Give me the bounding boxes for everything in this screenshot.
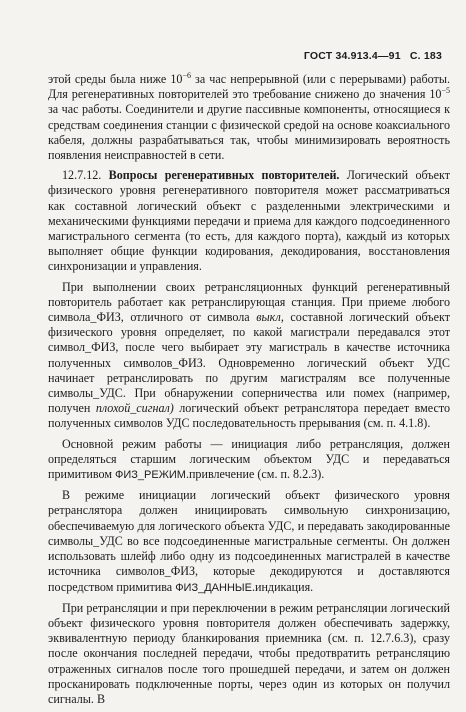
page-header [298, 50, 442, 62]
paragraph-1-text-a: этой среды была ниже 10 [48, 72, 183, 86]
paragraph-6: При ретрансляции и при переключении в режим ретрансляции логический объект физического уровня повторителя должен обеспечивать задержку, эквивалентную периоду бланкирования приемника (см. п. 12.7.6.3), сразу после окончания последней передачи, чтобы предотвратить ретрансляцию отраженных сигналов после того прошедшей передачи, и затем он должен просканировать подключенные порты, через один из которых он получил сигналы. В [48, 600, 450, 706]
page-number: С. 183 [409, 50, 442, 62]
paragraph-1-text-c: за час работы. Соединители и другие пассивные компоненты, относящиеся к средствам соединения станции с физической средой на основе коаксиального кабеля, должны разрабатываться так, чтобы минимизировать вероятность появления неисправностей в сети. [48, 102, 450, 163]
paragraph-5-text-a: В режиме инициации логический объект физического уровня ретранслятора должен инициировать символьную синхронизацию, обеспечиваемую для логического объекта УДС, и передавать закодированные символы_УДС во все подсоединенные магистральные сегменты. Он должен использовать шлейф либо одну из подсоединенных магистралей в качестве источника символов_ФИЗ, которые декодируются и доставляются посредством примитива [48, 488, 450, 594]
paragraph-2-text: Логический объект физического уровня регенеративного повторителя может рассматриваться как составной логический объект с разделенными электрическими и механическими функциями передачи и приема для каждого подсоединенного магистрального сегмента (то есть, для каждого порта), каждый из которых выполняет общие функции кодирования, декодирования, восстановления синхронизации и управления. [48, 168, 451, 274]
section-number: 12.7.12. [62, 168, 109, 183]
paragraph-3-text-b: составной логический объект физического уровня определяет, по какой магистрали передавался этот символ_ФИЗ, после чего выбирает эту магистраль в качестве источника полученных символов_ФИЗ. Одновременно логический объект УДС начинает ретранслировать по другим магистралям все полученные символы_УДС. При обнаружении соперничества или помех (например, получен [48, 310, 450, 416]
paragraph-2 [48, 168, 450, 274]
paragraph-3-text-c: логический объект ретранслятора передает вместо полученных символов УДС последовательность прерывания (см. п. 4.1.8). [48, 401, 450, 431]
paragraph-1-text-b: за час непрерывной (или с перерывами) работы. Для регенеративных повторителей это требование снижено до значения 10 [48, 72, 450, 102]
paragraph-3 [48, 280, 450, 432]
italic-term: выкл, [256, 310, 284, 325]
document-body [48, 72, 450, 712]
exponent: −6 [182, 70, 191, 80]
paragraph-5 [48, 488, 450, 595]
paragraph-4-text-a: Основной режим работы — инициация либо ретрансляция, должен определяться старшим логическим объектом УДС и передаваться примитивом [48, 436, 450, 482]
exponent: −5 [441, 86, 450, 96]
section-title: Вопросы регенеративных повторителей. [108, 168, 340, 183]
primitive-name: ФИЗ_РЕЖИМ [115, 469, 186, 482]
paragraph-3-text-a: При выполнении своих ретрансляционных функций регенеративный повторитель работает как ретранслирующая станция. При приеме любого символа_ФИЗ, отличного от символа [48, 279, 450, 325]
paragraph-1 [48, 72, 450, 163]
primitive-name: ФИЗ_ДАННЫЕ [175, 581, 252, 594]
italic-term: плохой_сигнал) [95, 401, 174, 416]
paragraph-4 [48, 437, 450, 484]
paragraph-5-text-b: .индикация. [251, 579, 314, 594]
paragraph-4-text-b: .привлечение (см. п. 8.2.3). [185, 467, 325, 482]
standard-number: ГОСТ 34.913.4—91 [303, 50, 401, 62]
